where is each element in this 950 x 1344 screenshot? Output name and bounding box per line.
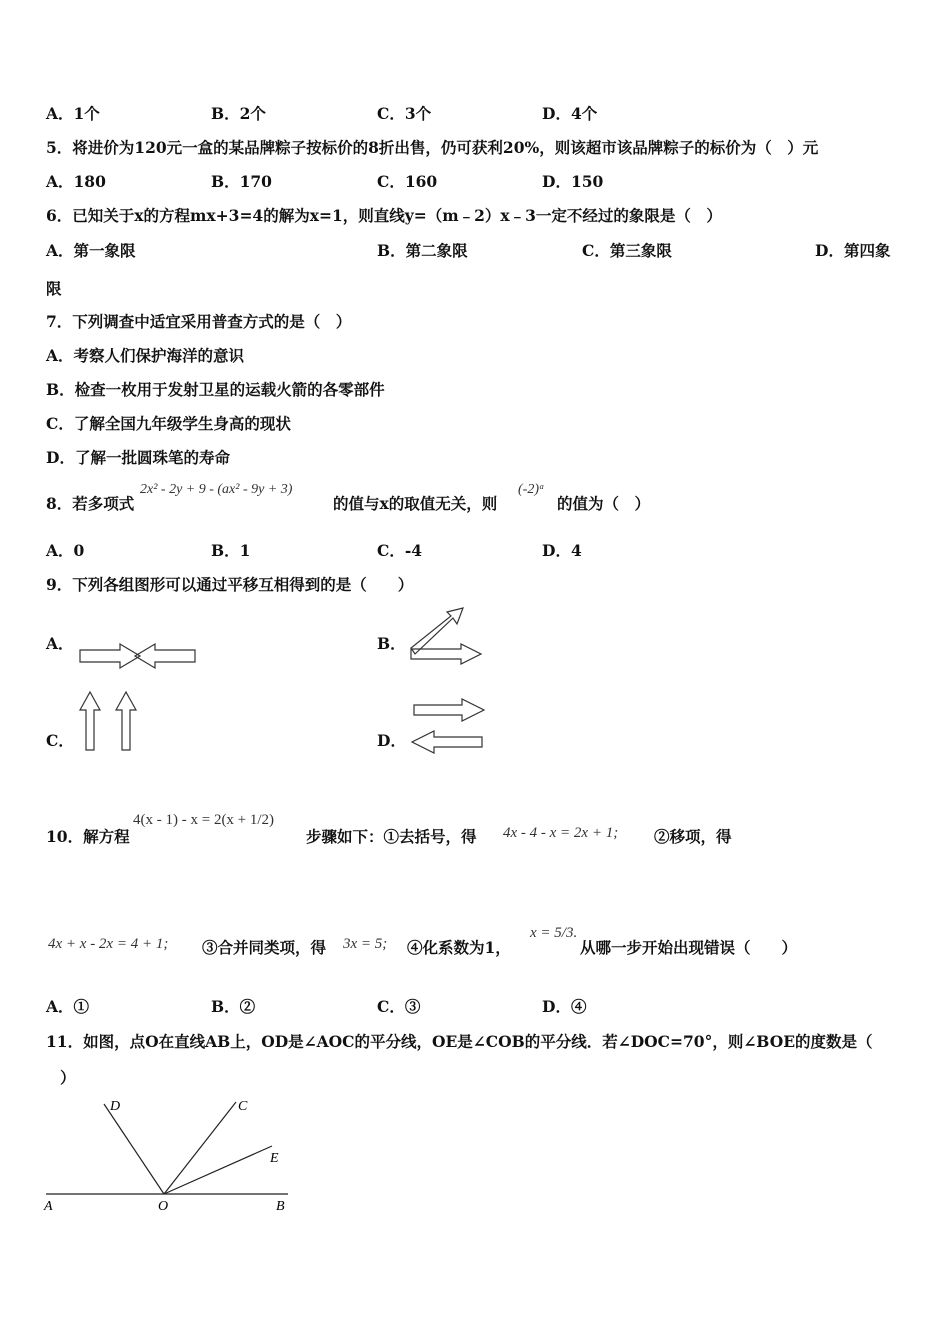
q10-option-b: B．② bbox=[211, 997, 256, 1016]
q8-option-d: D．4 bbox=[542, 541, 582, 560]
point-b-label: B bbox=[276, 1199, 285, 1214]
q5-option-b: B．170 bbox=[211, 172, 272, 191]
q11-angle-figure bbox=[40, 1090, 300, 1220]
q5-option-a: A．180 bbox=[46, 172, 106, 191]
q7-option-a: A．考察人们保护海洋的意识 bbox=[46, 346, 245, 365]
point-c-label: C bbox=[238, 1099, 248, 1114]
q10-step3-label: ③合并同类项，得 bbox=[202, 938, 327, 957]
q6-option-a: A．第一象限 bbox=[46, 241, 136, 260]
q8-power: (-2)ᵃ bbox=[518, 482, 545, 497]
q6-stem: 6．已知关于x的方程mx+3=4的解为x=1，则直线y=（m﹣2）x﹣3一定不经过的象限是（ ） bbox=[46, 206, 722, 225]
q10-option-c: C．③ bbox=[377, 997, 421, 1016]
point-e-label: E bbox=[270, 1151, 279, 1166]
q8-option-c: C．-4 bbox=[377, 541, 423, 560]
q9-label-d: D． bbox=[377, 731, 406, 750]
q8-prefix: 8．若多项式 bbox=[46, 494, 135, 513]
q11-wrap: ） bbox=[60, 1068, 76, 1087]
q8-mid: 的值与x的取值无关，则 bbox=[333, 494, 498, 513]
q10-step2-label: ②移项，得 bbox=[654, 827, 732, 846]
q9-figure-a bbox=[78, 640, 198, 672]
q10-equation: 4(x - 1) - x = 2(x + 1/2) bbox=[133, 812, 275, 828]
q9-figure-b bbox=[405, 604, 487, 666]
q9-figure-c bbox=[78, 690, 140, 752]
q6-option-c: C．第三象限 bbox=[582, 241, 672, 260]
q10-steps-intro: 步骤如下：①去括号，得 bbox=[306, 827, 477, 846]
q6-option-b: B．第二象限 bbox=[377, 241, 468, 260]
q10-prefix: 10．解方程 bbox=[46, 827, 130, 846]
q9-label-a: A． bbox=[46, 634, 74, 653]
q8-polynomial: 2x² - 2y + 9 - (ax² - 9y + 3) bbox=[140, 482, 293, 497]
q9-label-c: C． bbox=[46, 731, 74, 750]
q10-option-a: A．① bbox=[46, 997, 90, 1016]
q10-question: 从哪一步开始出现错误（ ） bbox=[580, 938, 798, 957]
q9-stem: 9．下列各组图形可以通过平移互相得到的是（ ） bbox=[46, 575, 414, 594]
q9-label-b: B． bbox=[377, 634, 406, 653]
q11-stem: 11．如图，点O在直线AB上，OD是∠AOC的平分线，OE是∠COB的平分线．若∠DOC=70°，则∠BOE的度数是（ bbox=[46, 1032, 873, 1051]
q8-option-a: A．0 bbox=[46, 541, 85, 560]
q6-wrap: 限 bbox=[46, 279, 62, 298]
q10-step3-expr: 3x = 5; bbox=[343, 936, 388, 952]
ray-od bbox=[104, 1104, 164, 1194]
q5-option-c: C．160 bbox=[377, 172, 438, 191]
ray-oc bbox=[164, 1102, 236, 1194]
q7-option-c: C．了解全国九年级学生身高的现状 bbox=[46, 414, 291, 433]
q6-option-d: D．第四象 bbox=[815, 241, 891, 260]
q4-option-a: A．1个 bbox=[46, 104, 100, 123]
point-a-label: A bbox=[44, 1199, 53, 1214]
q8-suffix: 的值为（ ） bbox=[557, 494, 651, 513]
q5-option-d: D．150 bbox=[542, 172, 604, 191]
q10-step2-expr: 4x + x - 2x = 4 + 1; bbox=[48, 936, 169, 952]
q4-option-c: C．3个 bbox=[377, 104, 432, 123]
q9-figure-d bbox=[410, 697, 490, 755]
q5-stem: 5．将进价为120元一盒的某品牌粽子按标价的8折出售，仍可获利20%，则该超市该品牌粽子的标价为（ ）元 bbox=[46, 138, 819, 157]
q10-step4-expr: x = 5/3. bbox=[530, 925, 578, 941]
q8-option-b: B．1 bbox=[211, 541, 251, 560]
point-o-label: O bbox=[158, 1199, 169, 1214]
point-d-label: D bbox=[110, 1099, 121, 1114]
q10-option-d: D．④ bbox=[542, 997, 587, 1016]
q7-option-d: D．了解一批圆珠笔的寿命 bbox=[46, 448, 230, 467]
q7-option-b: B．检查一枚用于发射卫星的运载火箭的各零部件 bbox=[46, 380, 385, 399]
ray-oe bbox=[164, 1146, 272, 1194]
q10-step4-label: ④化系数为1， bbox=[407, 938, 511, 957]
q7-stem: 7．下列调查中适宜采用普查方式的是（ ） bbox=[46, 312, 352, 331]
q4-option-b: B．2个 bbox=[211, 104, 266, 123]
q4-option-d: D．4个 bbox=[542, 104, 598, 123]
q10-step1-expr: 4x - 4 - x = 2x + 1; bbox=[503, 825, 619, 841]
